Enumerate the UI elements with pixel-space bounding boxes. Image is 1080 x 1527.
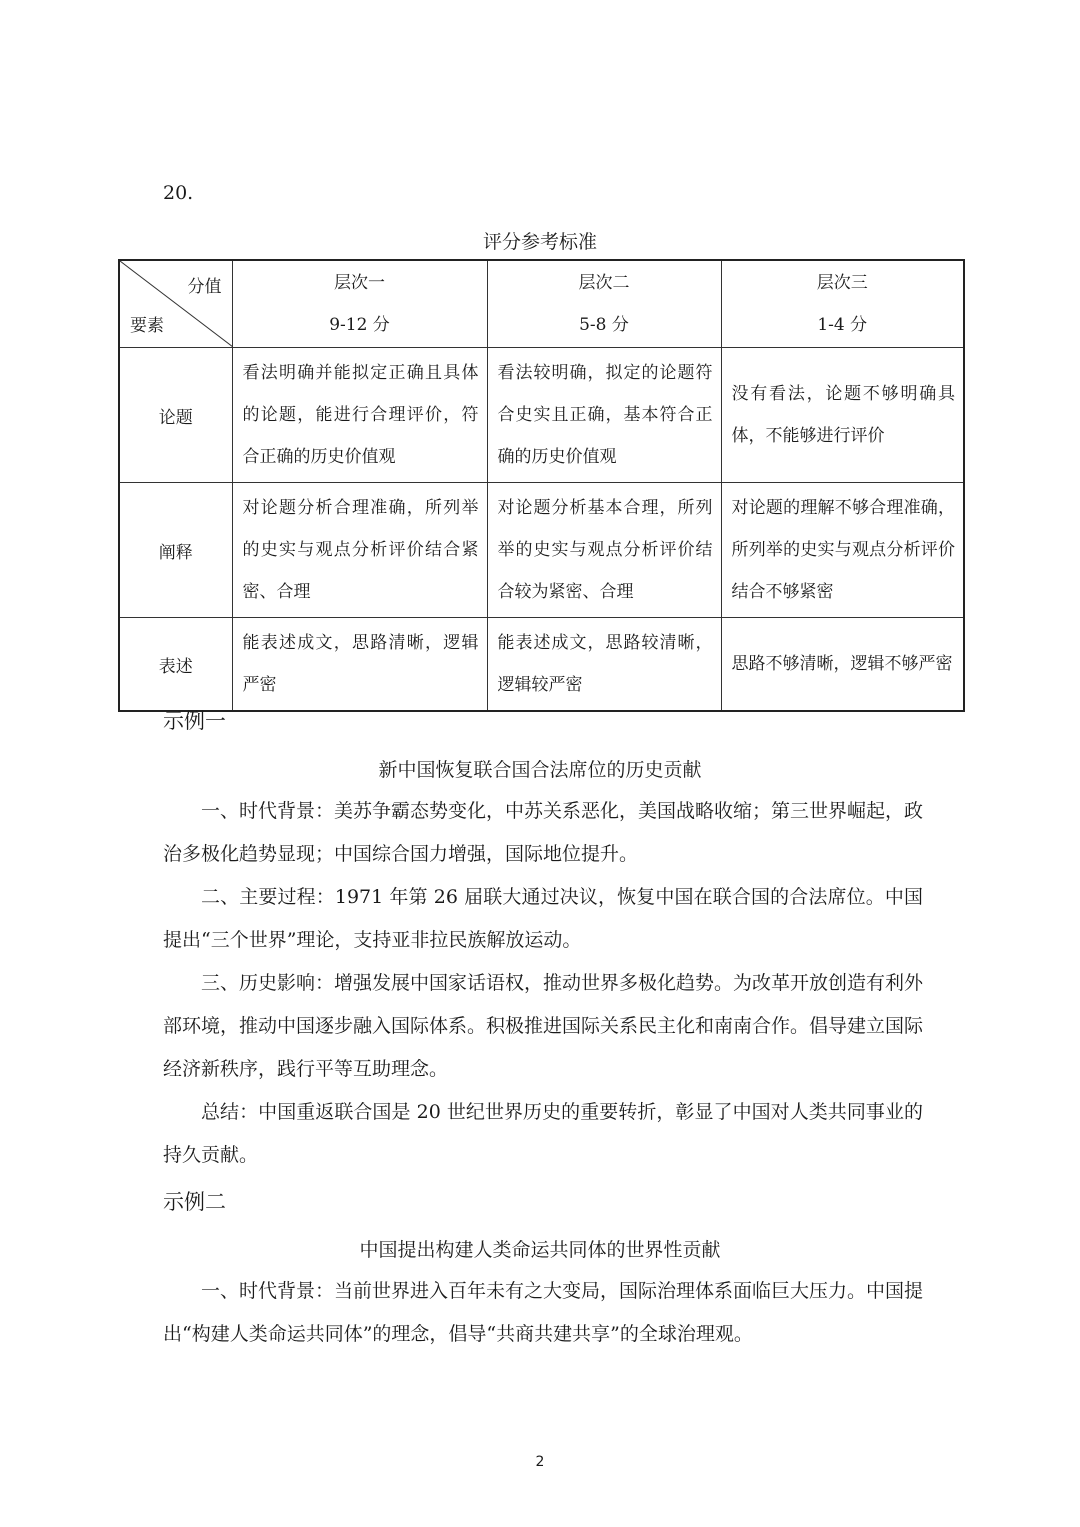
level-score: 5-8 分: [579, 315, 629, 335]
sample-1-paragraph: 一、时代背景：美苏争霸态势变化，中苏关系恶化，美国战略收缩；第三世界崛起，政治多极化趋势显现；中国综合国力增强，国际地位提升。: [163, 800, 924, 865]
criteria-cell: 看法明确并能拟定正确且具体的论题，能进行合理评价，符合正确的历史价值观: [232, 348, 487, 483]
element-label: 阐释: [119, 483, 232, 618]
criteria-cell: 对论题的理解不够合理准确，所列举的史实与观点分析评价结合不够紧密: [721, 483, 964, 618]
sample-1-paragraph: 三、历史影响：增强发展中国家话语权，推动世界多极化趋势。为改革开放创造有利外部环境，推动中国逐步融入国际体系。积极推进国际关系民主化和南南合作。倡导建立国际经济新秩序，践行平等互助理念。: [163, 972, 924, 1080]
sample-2-heading: 示例二: [163, 1190, 226, 1214]
table-row: [119, 618, 964, 712]
element-label: 论题: [119, 348, 232, 483]
corner-label-score: 分值: [187, 277, 222, 297]
sample-1-title: 新中国恢复联合国合法席位的历史贡献: [378, 759, 702, 781]
level-score: 9-12 分: [329, 315, 390, 335]
criteria-cell: 看法较明确，拟定的论题符合史实且正确，基本符合正确的历史价值观: [487, 348, 721, 483]
criteria-cell: 能表述成文，思路较清晰，逻辑较严密: [487, 618, 721, 712]
level-name: 层次三: [816, 273, 868, 293]
criteria-cell: 没有看法，论题不够明确具体，不能够进行评价: [721, 348, 964, 483]
sample-2-paragraph: 一、时代背景：当前世界进入百年未有之大变局，国际治理体系面临巨大压力。中国提出“构建人类命运共同体”的理念，倡导“共商共建共享”的全球治理观。: [163, 1280, 924, 1345]
sample-1-heading: 示例一: [163, 709, 226, 733]
criteria-cell: 思路不够清晰，逻辑不够严密: [721, 618, 964, 712]
level-header: [487, 260, 721, 348]
level-name: 层次二: [578, 273, 630, 293]
sample-1-paragraph: 二、主要过程：1971 年第 26 届联大通过决议，恢复中国在联合国的合法席位。中国提出“三个世界”理论，支持亚非拉民族解放运动。: [163, 886, 923, 951]
corner-label-element: 要素: [130, 316, 164, 336]
table-row: [119, 348, 964, 483]
table-row: [119, 483, 964, 618]
element-label: 表述: [119, 618, 232, 712]
page-number: 2: [535, 1454, 545, 1470]
question-number: 20.: [163, 182, 194, 204]
criteria-cell: 对论题分析基本合理，所列举的史实与观点分析评价结合较为紧密、合理: [487, 483, 721, 618]
level-name: 层次一: [334, 273, 385, 293]
corner-cell: [119, 260, 232, 348]
sample-2-title: 中国提出构建人类命运共同体的世界性贡献: [359, 1239, 721, 1261]
sample-1-paragraph: 总结：中国重返联合国是 20 世纪世界历史的重要转折，彰显了中国对人类共同事业的持久贡献。: [163, 1101, 923, 1166]
level-header: [721, 260, 964, 348]
criteria-cell: 对论题分析合理准确，所列举的史实与观点分析评价结合紧密、合理: [232, 483, 487, 618]
rubric-table: [118, 259, 965, 712]
criteria-cell: 能表述成文，思路清晰，逻辑严密: [232, 618, 487, 712]
table-header-row: [119, 260, 964, 348]
level-header: [232, 260, 487, 348]
level-score: 1-4 分: [817, 315, 868, 335]
table-caption: 评分参考标准: [482, 231, 597, 253]
